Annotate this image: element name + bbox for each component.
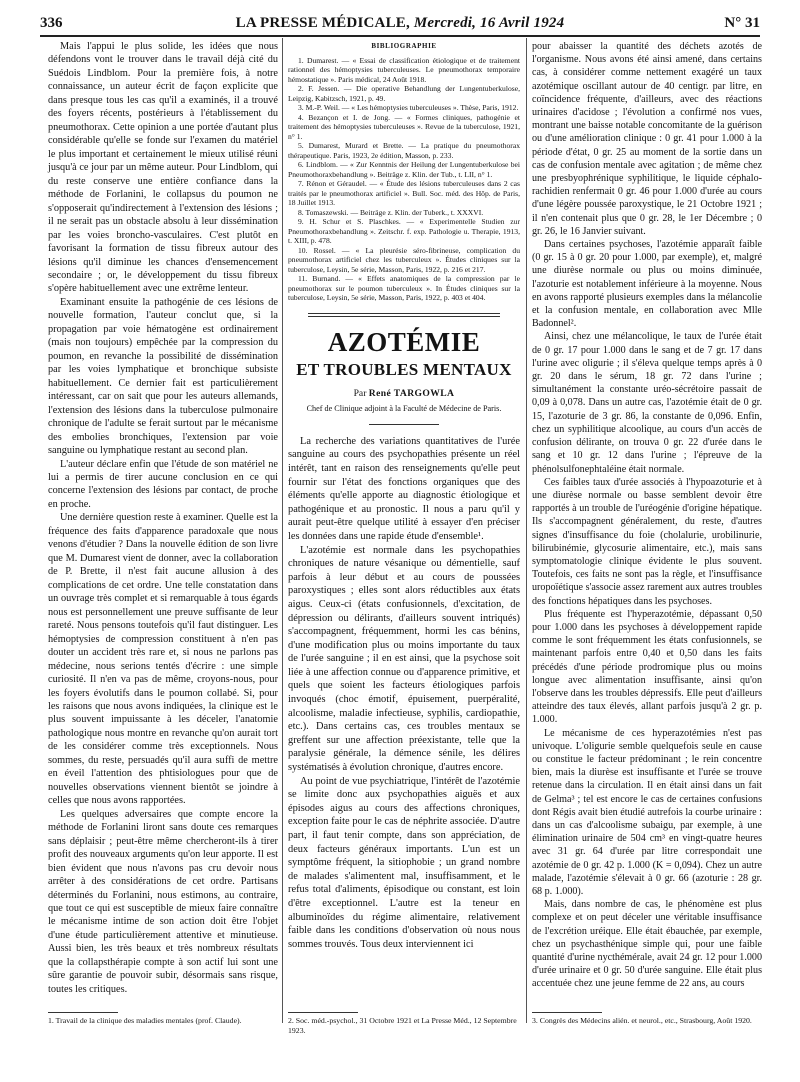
journal-name: LA PRESSE MÉDICALE, xyxy=(235,15,414,31)
column-right xyxy=(532,40,762,991)
journal-title xyxy=(40,15,760,32)
page-number: 336 xyxy=(40,15,63,31)
paragraph: Mais, dans nombre de cas, le phénomène est plus complexe et on peut déceler une véritable insuffisance de l'excrétion uréique. Elle était ébauchée, par exemple, chez un psychasthénique simple qui, pour une faible quantité d'urine nycthémérale, avait 24 gr. 12 pour 1.000 d'urée urinaire et 0 gr. 50 d'urée sanguine. Elle était plus accentuée chez une jeune femme de 22 ans, au cours xyxy=(532,899,762,990)
bibliography-heading: BIBLIOGRAPHIE xyxy=(371,42,437,50)
paragraph: Les quelques adversaires que compte encore la méthode de Forlanini liront sans doute ces remarques sans déplaisir ; peut-être même chercheront-ils à tirer profit des nouveaux arguments qu'on leur apporte. Il est bien évident que nous n'avons pas cru devoir nous arrêter à des considérations de cet ordre. Partisans déterminés du Forlanini, nous estimons, au contraire, que tout ce qui est susceptible de mieux faire connaître le mécanisme intime de son action doit être l'objet d'une étude particulièrement attentive et minutieuse. Aussi bien, les très beaux et très nombreux résultats que la collapsthérapie compte à son actif lui sont une sûre garantie de pouvoir subir, désormais sans risque, toutes les critiques. xyxy=(48,808,278,995)
column-divider xyxy=(526,38,527,1023)
bibliography-item: 10. Rossel. — « La pleurésie séro-fibrineuse, complication du pneumothorax artificiel chez les tuberculeux ». Études cliniques sur la tuberculose, Leysin, 5e série, Masson, Paris, 1922, p. 216 et 217. xyxy=(288,245,520,274)
footnote: 3. Congrès des Médecins alién. et neurol., etc., Strasbourg, Août 1920. xyxy=(532,1016,752,1025)
paragraph: Le mécanisme de ces hyperazotémies n'est pas univoque. L'oligurie semble quelquefois seule en cause ou constitue le facteur prédominant ; le rein concentre bien, mais la diurèse est insuffisante et l'urée se trouve retenue dans la circulation. Il en était ainsi dans un fait de Gelma³ ; tel est encore le cas de certaines confusions dont Régis avait bien étudié autrefois la courbe urinaire : dans un cas d'alcoolisme subaigu, par exemple, à une élimination urinaire de 504 cm³ en vingt-quatre heures avec 31 gr. 64 d'urée par litre correspondait une azotémie de 0 gr. 42 p. 1.000 (K = 0,094). Chez un autre malade, l'azotémie s'élevait à 0 gr. 66 (azoturie : 28 gr. 68 p. 1.000). xyxy=(532,727,762,897)
issue-date: Mercredi, 16 Avril 1924 xyxy=(413,15,565,31)
footnote-rule xyxy=(532,1012,602,1013)
paragraph: Mais l'appui le plus solide, les idées que nous défendons vont le trouver dans le travail déjà cité du Suédois Lindblom. Pour la première fois, à notre connaissance, un auteur écrit de façon explicite que dans presque tous les cas qu'il a examinés, il a trouvé des foyers récents, postérieurs à l'établissement du pneumothorax. Cette opinion a une portée d'autant plus considérable qu'elle se fonde sur l'examen du matériel le plus important et certainement le mieux utilisé réuni jusqu'à ce jour par un même auteur. Pour Lindblom, qui du reste conserve une entière confiance dans la méthode de Forlanini, le collapsus du poumon ne s'opposerait qu'indirectement à l'extension des lésions ; il ne serait pas un obstacle absolu à leur dissémination par les voies broncho-vasculaires. C'est plutôt en favorisant la formation de tissu fibreux autour des lésions qu'il diminue les chances d'ensemencement secondaire ; or, le développement du tissu fibreux s'opère habituellement avec une extrême lenteur. xyxy=(48,41,278,295)
author-affiliation: Chef de Clinique adjoint à la Faculté de Médecine de Paris. xyxy=(306,404,502,414)
bibliography-item: 11. Burnand. — « Effets anatomiques de la compression par le pneumothorax sur le poumon tuberculeux ». In Études cliniques sur la tuberculose, Leysin, 5e série, Masson, Paris, 1922, p. 403 et 404. xyxy=(288,274,520,303)
bibliography-item: 8. Tomaszewski. — Beiträge z. Klin. der Tuberk., t. XXXVI. xyxy=(298,207,484,217)
bibliography-item: 5. Dumarest, Murard et Brette. — La pratique du pneumothorax thérapeutique. Paris, 1923, 2e édition, Masson, p. 233. xyxy=(288,141,520,160)
paragraph: L'azotémie est normale dans les psychopathies chroniques de nature vésanique ou démentielle, sauf parfois à leur début et au cours de poussées paroxystiques ; elles sont alors réductibles aux états aigus. Ceux-ci (états confusionnels, d'excitation, de dépression ou délirants, d'ailleurs souvent intriqués) s'accompagnent, fréquemment, hormi les cas bénins, d'une modification plus ou moins importante du taux de l'urée sanguine ; il en est ainsi, que la psychose soit liée à une affection connue ou d'apparence primitive, et quels que soient les facteurs étiologiques parfois invoqués (choc émotif, épuisement, puerpéralité, alcoolisme, maladie infectieuse, syphilis, cardiopathie, etc.). Dans certains cas, ces troubles mentaux se greffent sur une affection préexistante, telle que la paralysie générale, la démence sénile, les délires systématisés à évolution chronique, d'autres encore. xyxy=(288,544,520,774)
paragraph: Dans certaines psychoses, l'azotémie apparaît faible (0 gr. 15 à 0 gr. 20 pour 1.000, par exemple), et, malgré une diurèse normale ou plus ou moins diminuée, l'azoturie est notablement inférieure à la moyenne. Nous en avons rapporté plusieurs exemples dans la mélancolie et la confusion mentale, en collaboration avec Mlle Badonnel². xyxy=(532,239,762,330)
article-subtitle: ET TROUBLES MENTAUX xyxy=(296,359,512,379)
byline-prefix: Par xyxy=(353,387,369,399)
column-left xyxy=(48,40,278,996)
column-middle xyxy=(288,40,520,951)
paragraph: pour abaisser la quantité des déchets azotés de l'organisme. Nous avons été ainsi amené, dans certains cas, à considérer comme nettement exagéré un taux azotémique oscillant autour de 40 centigr. par litre, en coïncidence fréquente, d'ailleurs, avec des réactions urinaires d'acidose ; l'évolution a confirmé nos vues, montrant une baisse notable concomitante de la guérison ou d'une amélioration clinique : 0 gr. 41 pour 1.000 à la période d'état, 0 gr. 25 au moment de la sortie dans un cas de confusion mentale avec agitation ; de même chez une presbyophrénique syphilitique, le liquide céphalo-rachidien renfermait 0 gr. 46 pour 1.000 d'urée au cours d'une légère poussée paroxystique, le 21 Octobre 1921 ; il n'en contenait plus que 0 gr. 28, le 1er Décembre ; 0 gr. 26, le 16 Janvier suivant. xyxy=(532,41,762,237)
issue-number: N° 31 xyxy=(724,15,760,31)
bibliography-item: 1. Dumarest. — « Essai de classification étiologique et de traitement rationnel des hémoptysies tuberculeuses. Le pneumothorax temporaire hémostatique ». Paris médical, 24 Août 1918. xyxy=(288,55,520,84)
article-byline xyxy=(288,387,520,401)
bibliography-item: 7. Rénon et Géraudel. — « Étude des lésions tuberculeuses dans 2 cas traités par le pneumothorax artificiel ». Bull. Soc. méd. des Hôp. de Paris, 18 Juillet 1913. xyxy=(288,179,520,208)
footnote-rule xyxy=(48,1012,118,1013)
bibliography-item: 4. Bezançon et I. de Jong. — « Formes cliniques, pathogénie et traitement des hémoptysies tuberculeuses ». Revue de la tuberculose, 1921, n° 1. xyxy=(288,112,520,141)
article-title: AZOTÉMIE xyxy=(327,326,481,357)
bibliography-item: 3. M.-P. Weil. — « Les hémoptysies tuberculeuses ». Thèse, Paris, 1912. xyxy=(298,103,519,113)
footnote: 2. Soc. méd.-psychol., 31 Octobre 1921 et La Presse Méd., 12 Septembre 1923. xyxy=(288,1016,517,1035)
paragraph: Ainsi, chez une mélancolique, le taux de l'urée était de 0 gr. 17 pour 1.000 dans le sang et de 7 gr. 17 dans l'urine avec oligurie ; il s'éleva quelque temps après à 0 gr. 20 dans le sérum, 18 gr. 72 dans l'urine ; simultanément la constante uréo-sécrétoire passait de 0,09 à 0,078. Dans un autre cas, l'azotémie était de 0 gr. 15, l'azoturie de 3 gr. 86, la constante de 0,096. Enfin, chez un syphilitique alcoolique, au cours d'un accès de confusion délirante, on trouva 0 gr. 22 d'urée dans le sang et 10 gr. 12 dans l'urine ; l'épreuve de la phénolsulfonephtaléine était normale. xyxy=(532,331,762,475)
paragraph: Plus fréquente est l'hyperazotémie, dépassant 0,50 pour 1.000 dans les psychoses à développement rapide comme le sont fréquemment les états confusionnels, se maintenant parfois entre 0,40 et 0,50 dans les faits précédés d'une période prodromique plus ou moins longue avec alimentation insuffisante, ainsi qu'on l'observe dans les troubles dépressifs. Elle peut d'ailleurs atteindre des taux élevés, allant parfois jusqu'à 2 gr. p. 1.000. xyxy=(532,608,762,726)
page-header xyxy=(40,15,760,35)
column-divider xyxy=(282,38,283,1023)
bibliography-item: 2. F. Jessen. — Die operative Behandlung der Lungentuberkulose, Leipzig, Kabitzsch, 1921, p. 49. xyxy=(288,84,520,103)
article-author: René TARGOWLA xyxy=(368,387,455,399)
paragraph: Au point de vue psychiatrique, l'intérêt de l'azotémie se limite donc aux psychopathies aiguës et aux épisodes aigus au cours des affections chroniques, exception faite pour le cas de néphrite associée. D'autre part, il faut tenir compte, dans son appréciation, de deux facteurs généraux importants. L'un est un symptôme fréquent, la sitiophobie ; un grand nombre de malades s'alimentent mal, insuffisamment, et le refus total d'aliments, épisodique ou constant, est loin d'être exceptionnel. L'autre est la teneur en albuminoïdes du régime alimentaire, relativement faible dans les conditions d'observation où nous nous sommes trouvés. Tous deux interviennent ici xyxy=(288,775,520,950)
paragraph: L'auteur déclare enfin que l'étude de son matériel ne lui a permis de tirer aucune conclusion en ce qui concerne l'extension des lésions par contact, de proche en proche. xyxy=(48,458,278,510)
paragraph: Une dernière question reste à examiner. Quelle est la fréquence des faits d'apparence paradoxale que nous venons d'étudier ? Dans la nouvelle édition de son livre que M. Dumarest vient de donner, avec la collaboration de P. Brette, il n'est fait aucune allusion à des complications de cet ordre. Une telle constatation dans un ouvrage très complet et si remarquable à tous égards nous est personnellement une preuve suffisante de leur rareté. Nous pensons toutefois qu'il faut distinguer. Les hémoptysies de compression constituent à n'en pas douter un accident très rare et, si nous ne parlons pas médecine, nous serions tentés d'écrire : une simple curiosité. Il n'en va pas de même, croyons-nous, pour les foyers évolutifs dans le poumon collabé. Si, pour les raisons que nous avons indiquées, la clinique est le plus souvent impuissante à les déceler, l'anatomie pathologique nous montre en revanche qu'on aurait tort de les considérer comme très exceptionnels. Nous sommes, du reste, persuadés qu'il aura suffi de mettre en éveil l'attention des phtisiologues pour que de nouvelles observations viennent bientôt se joindre à celles que nous avons rapportées. xyxy=(48,512,278,807)
paragraph: Ces faibles taux d'urée associés à l'hypoazoturie et à une diurèse normale ou basse semblent devoir être rapportés à un trouble de l'uréogénie d'origine hépatique. Ils s'accompagnent généralement, du reste, d'autres signes d'insuffisance du foie (cholalurie, urobilinurie, bilirubinémie, glycosurie alimentaire, etc.), mais sans symptomatologie clinique évidente le plus souvent. Toutefois, ces faits ne sont pas la règle, et l'insuffisance uropoïétique s'associe assez rarement aux autres troubles des fonctions hépatiques dans les psychoses. xyxy=(532,476,762,607)
paragraph: Examinant ensuite la pathogénie de ces lésions de nouvelle formation, l'auteur conclut que, si la propagation par voie hématogène est ordinairement (mais non toujours) empêchée par la compression du poumon, en revanche la possibilité de dissémination par les voies lymphatique et bronchique subsiste habituellement. Ce dernier fait est particulièrement intéressant, car on sait que pour les auteurs allemands, l'extension des lésions dans la tuberculose pulmonaire chronique de l'adulte se ferait surtout par le mécanisme des embolies bronchiques, l'extension par voie sanguine ou lymphatique restant au second plan. xyxy=(48,296,278,457)
footnote-rule xyxy=(288,1012,358,1013)
section-separator xyxy=(308,313,500,317)
bibliography-item: 6. Lindblom. — « Zur Kenntnis der Heilung der Lungentuberkulose bei Pneumothoraxbehandlung ». Beiträge z. Klin. der Tub., t. LII, n° 1. xyxy=(288,160,520,179)
bibliography-list xyxy=(288,56,520,303)
paragraph: La recherche des variations quantitatives de l'urée sanguine au cours des psychopathies présente un réel intérêt, tant en raison des renseignements qu'elle peut fournir sur l'état des fonctions organiques que des éléments qu'elle apporte au diagnostic étiologique et pathogénique et au pronostic. Il nous a paru qu'il y aurait peut-être quelque utilité à essayer d'en préciser les données dans une rapide étude d'ensemble¹. xyxy=(288,435,520,542)
bibliography-item: 9. H. Schur et S. Plaschkes. — « Experimentelle Studien zur Pneumothoraxbehandlung ». Zeitschr. f. exp. Pathologie u. Therapie, 1913, t. XIII, p. 478. xyxy=(288,217,520,246)
title-rule xyxy=(369,424,439,425)
footnote: 1. Travail de la clinique des maladies mentales (prof. Claude). xyxy=(48,1016,242,1025)
header-rule xyxy=(40,35,760,37)
